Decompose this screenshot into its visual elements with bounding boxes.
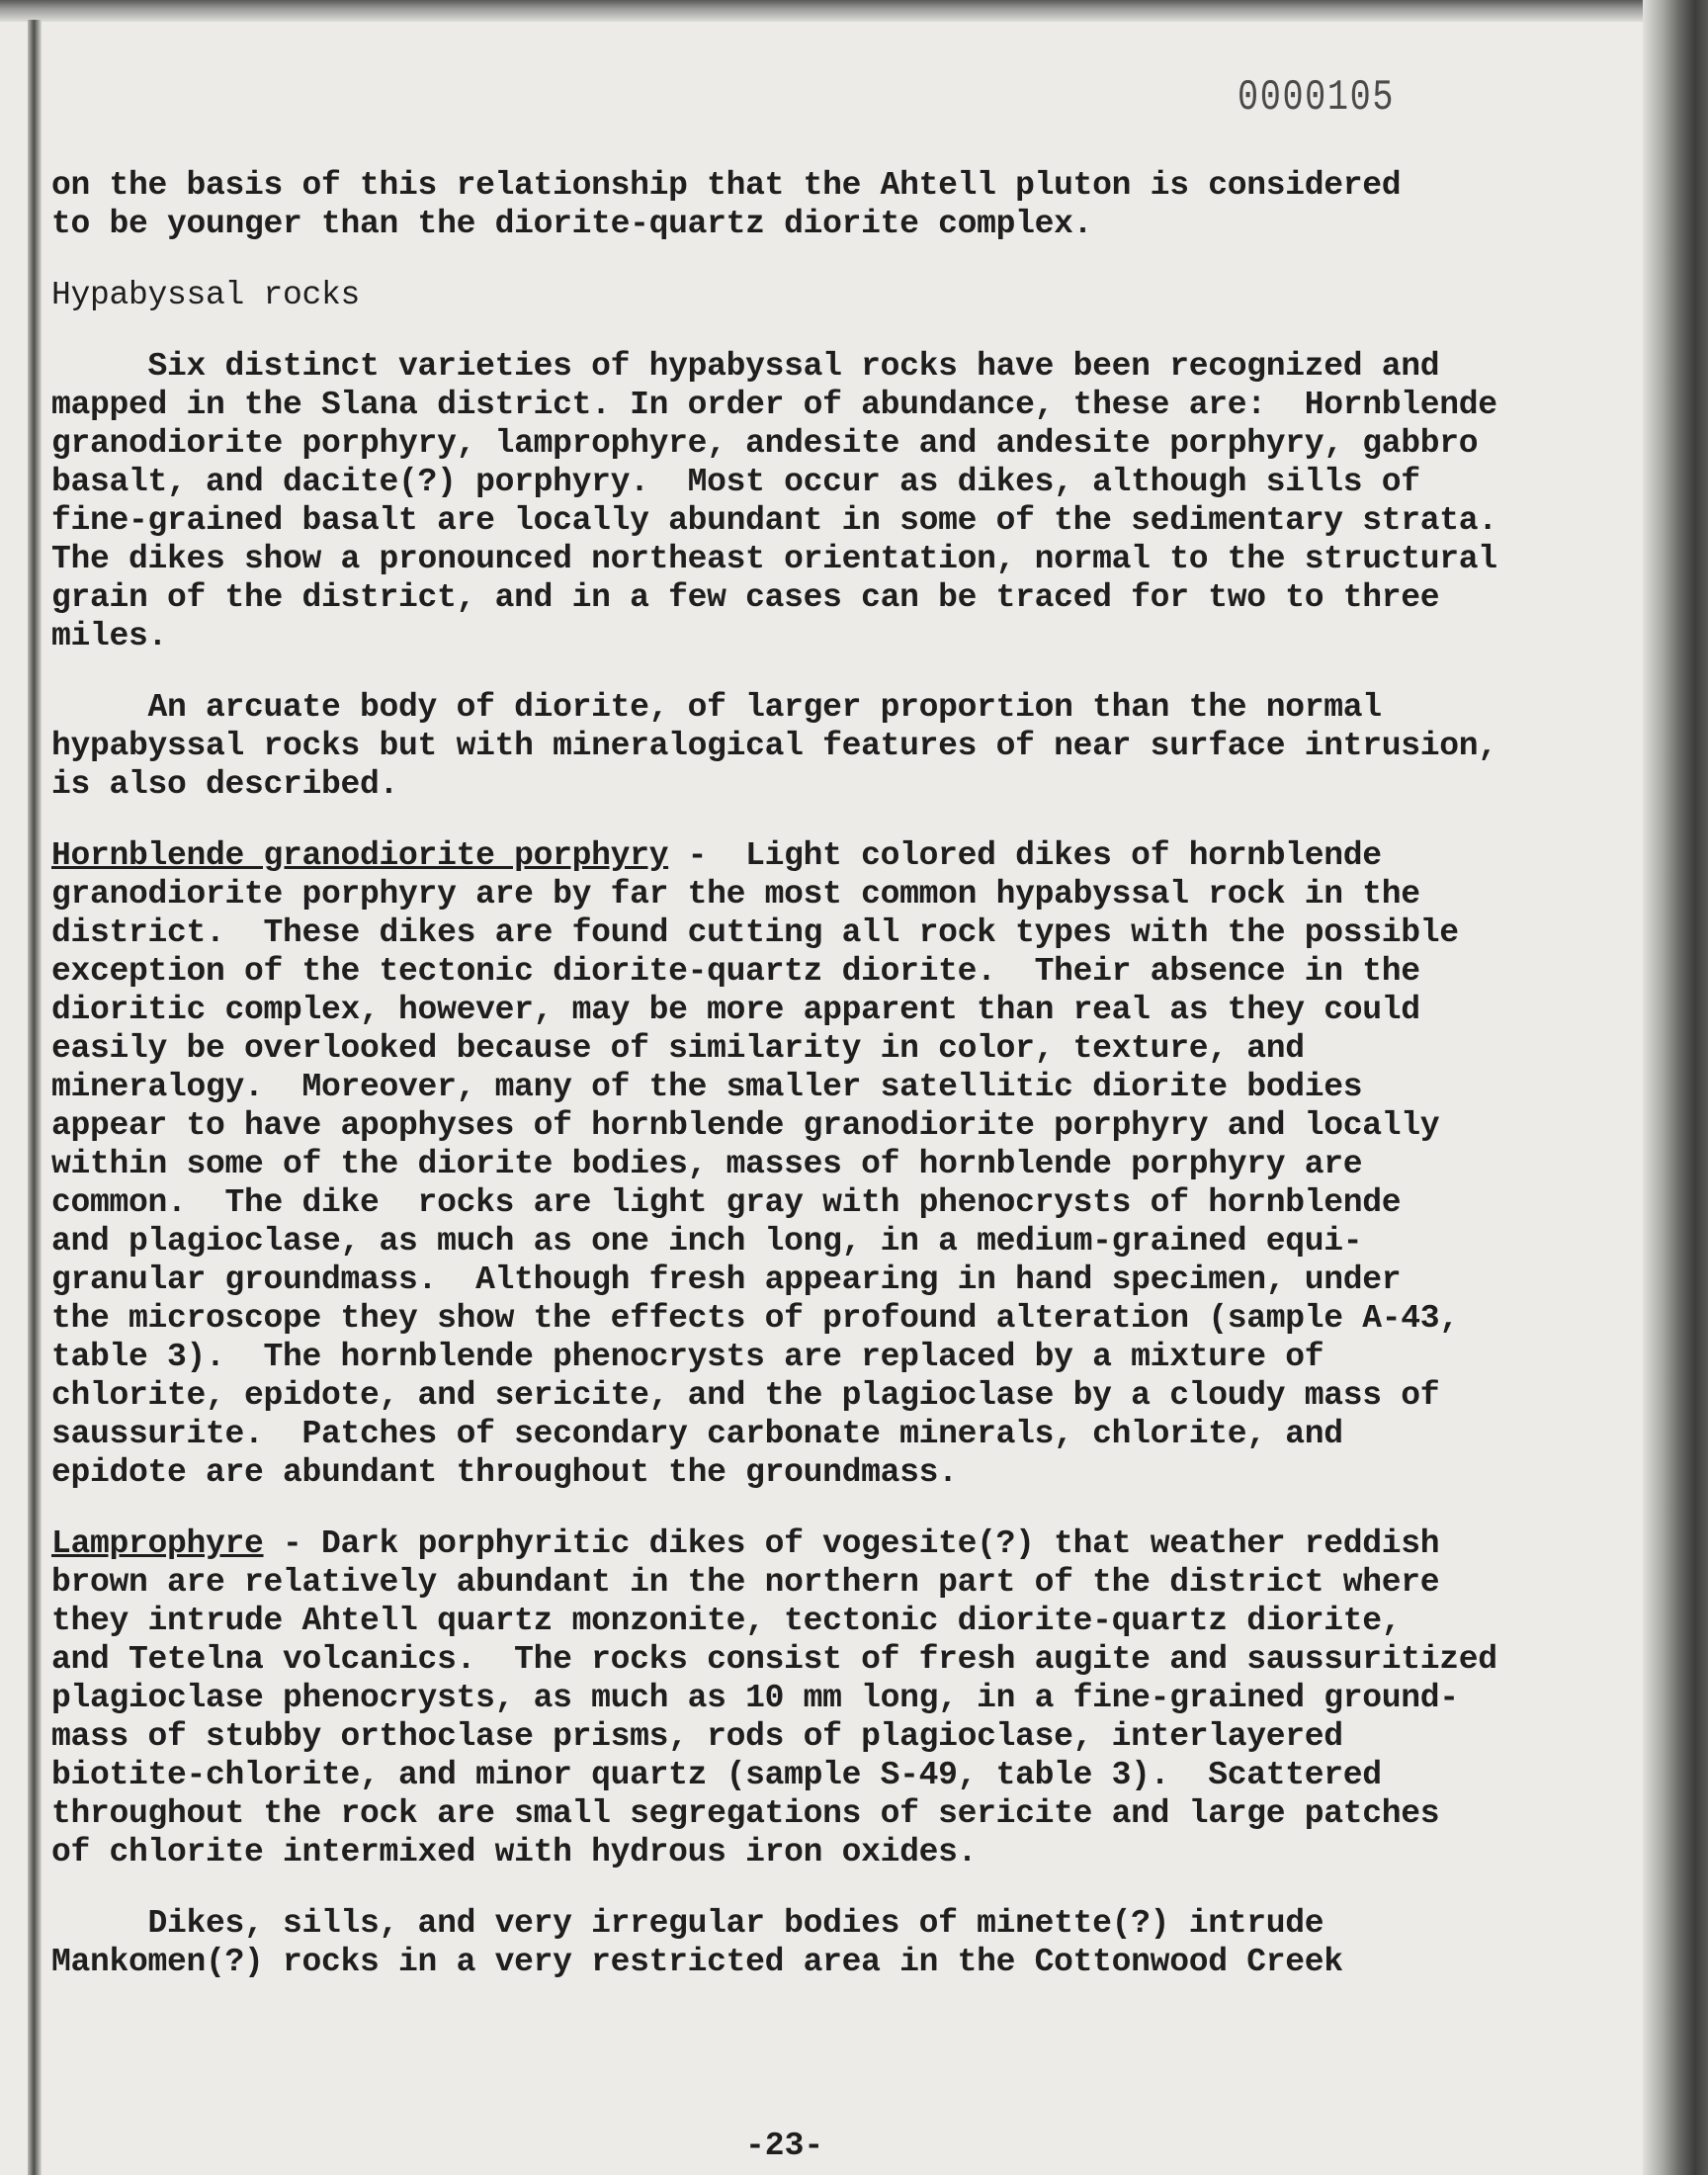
text-line: mass of stubby orthoclase prisms, rods of plagioclase, interlayered [51, 1718, 1343, 1755]
lamprophyre-heading: Lamprophyre [51, 1525, 264, 1562]
text-line: The dikes show a pronounced northeast orientation, normal to the structural [51, 541, 1497, 577]
text-line: of chlorite intermixed with hydrous iron oxides. [51, 1834, 978, 1870]
text-line: throughout the rock are small segregations of sericite and large patches [51, 1795, 1440, 1832]
text-line: easily be overlooked because of similarity in color, texture, and [51, 1030, 1305, 1067]
text-line: saussurite. Patches of secondary carbonate minerals, chlorite, and [51, 1416, 1343, 1452]
text-line: within some of the diorite bodies, masses of hornblende porphyry are [51, 1146, 1363, 1182]
document-number: 0000105 [1238, 73, 1396, 123]
text-line: granular groundmass. Although fresh appearing in hand specimen, under [51, 1262, 1402, 1298]
text-line: they intrude Ahtell quartz monzonite, tectonic diorite-quartz diorite, [51, 1603, 1402, 1639]
text-line: to be younger than the diorite-quartz diorite complex. [51, 206, 1093, 242]
page-number: -23- [745, 2128, 824, 2164]
text-line: granodiorite porphyry are by far the most common hypabyssal rock in the [51, 876, 1420, 913]
text-line: epidote are abundant throughout the groundmass. [51, 1454, 958, 1491]
scan-top-edge [0, 0, 1708, 22]
text-line: appear to have apophyses of hornblende granodiorite porphyry and locally [51, 1107, 1440, 1144]
text-line-rest: - Dark porphyritic dikes of vogesite(?) that weather reddish [263, 1525, 1440, 1562]
text-line: granodiorite porphyry, lamprophyre, andesite and andesite porphyry, gabbro [51, 425, 1479, 462]
scan-right-edge [1643, 0, 1708, 2175]
text-line: table 3). The hornblende phenocrysts are replaced by a mixture of [51, 1339, 1324, 1375]
text-line: exception of the tectonic diorite-quartz diorite. Their absence in the [51, 953, 1420, 990]
text-line: and Tetelna volcanics. The rocks consist of fresh augite and saussuritized [51, 1641, 1497, 1678]
text-line: Mankomen(?) rocks in a very restricted area in the Cottonwood Creek [51, 1944, 1343, 1980]
text-line: on the basis of this relationship that the Ahtell pluton is considered [51, 167, 1402, 204]
text-line: brown are relatively abundant in the northern part of the district where [51, 1564, 1440, 1601]
text-line: grain of the district, and in a few cases can be traced for two to three [51, 579, 1440, 616]
text-line: dioritic complex, however, may be more apparent than real as they could [51, 992, 1420, 1028]
hornblende-heading: Hornblende granodiorite porphyry [51, 837, 669, 874]
text-line: plagioclase phenocrysts, as much as 10 mm long, in a fine-grained ground- [51, 1680, 1459, 1716]
text-line: and plagioclase, as much as one inch long, in a medium-grained equi- [51, 1223, 1363, 1260]
body-text [51, 166, 1613, 1981]
text-line-rest: - Light colored dikes of hornblende [668, 837, 1382, 874]
text-line: district. These dikes are found cutting all rock types with the possible [51, 914, 1459, 951]
text-line: fine-grained basalt are locally abundant in some of the sedimentary strata. [51, 502, 1497, 539]
text-line: hypabyssal rocks but with mineralogical features of near surface intrusion, [51, 728, 1497, 764]
text-line: mapped in the Slana district. In order of abundance, these are: Hornblende [51, 387, 1497, 423]
section-heading: Hypabyssal rocks [51, 277, 361, 313]
hornblende-first-line [51, 836, 1613, 875]
text-line: basalt, and dacite(?) porphyry. Most occur as dikes, although sills of [51, 464, 1420, 500]
text-line: biotite-chlorite, and minor quartz (sample S-49, table 3). Scattered [51, 1757, 1382, 1793]
text-line: miles. [51, 618, 168, 654]
text-line: Six distinct varieties of hypabyssal rocks have been recognized and [51, 348, 1440, 385]
text-line: is also described. [51, 766, 399, 803]
lamprophyre-first-line [51, 1524, 1613, 1563]
text-line: mineralogy. Moreover, many of the smaller satellitic diorite bodies [51, 1069, 1363, 1105]
text-line: An arcuate body of diorite, of larger proportion than the normal [51, 689, 1382, 726]
text-line: common. The dike rocks are light gray with phenocrysts of hornblende [51, 1184, 1402, 1221]
scan-left-edge [28, 20, 42, 2175]
text-line: the microscope they show the effects of profound alteration (sample A-43, [51, 1300, 1459, 1337]
text-line: chlorite, epidote, and sericite, and the plagioclase by a cloudy mass of [51, 1377, 1440, 1414]
text-line: Dikes, sills, and very irregular bodies of minette(?) intrude [51, 1905, 1324, 1942]
